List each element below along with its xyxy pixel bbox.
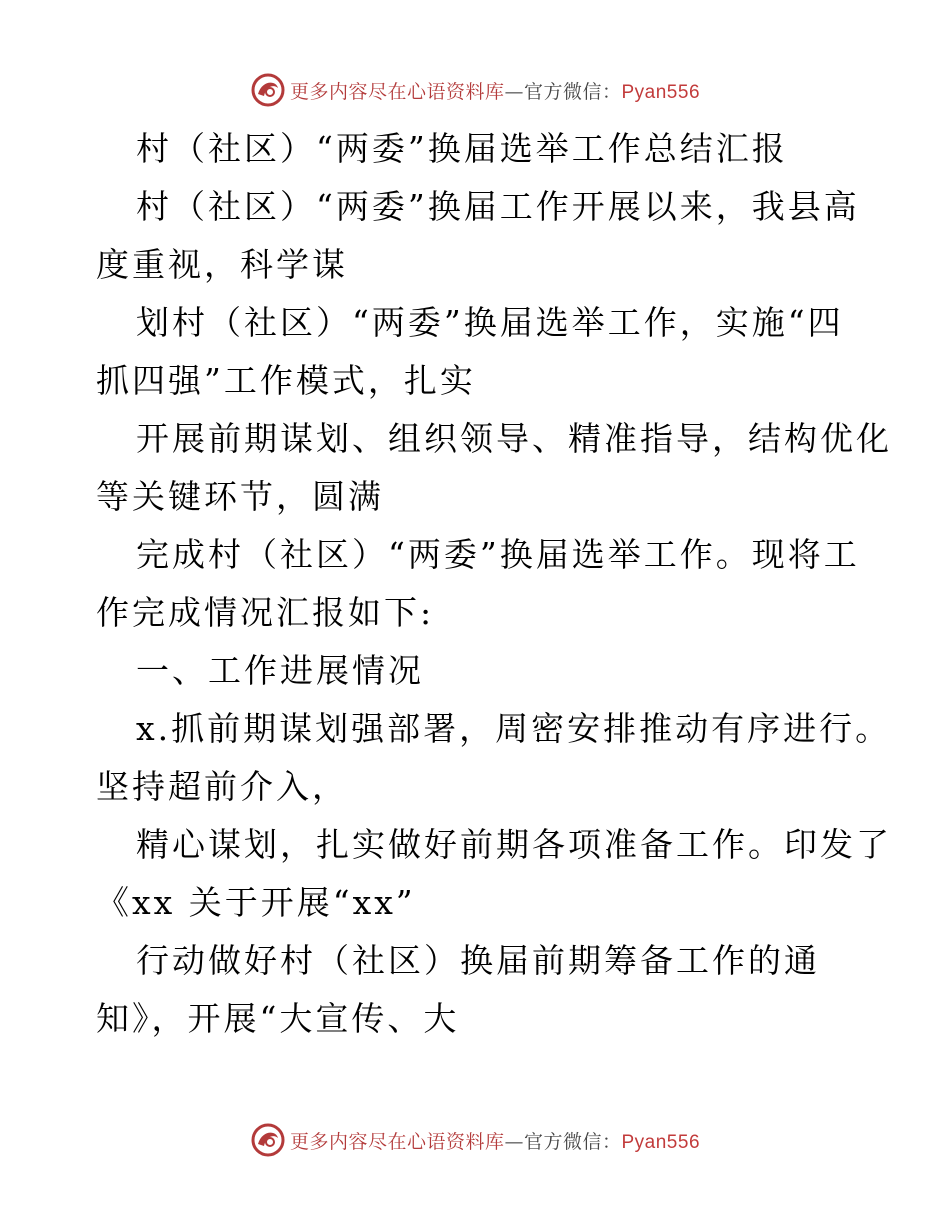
paragraph-line: 等关键环节，圆满 bbox=[96, 477, 384, 516]
header-watermark bbox=[0, 70, 950, 110]
paragraph-line: 村（社区）“两委”换届工作开展以来，我县高 bbox=[136, 187, 860, 226]
watermark-text bbox=[290, 1127, 700, 1154]
watermark-separator: — bbox=[504, 80, 524, 103]
watermark-separator: — bbox=[504, 1130, 524, 1153]
watermark-site-text: 更多内容尽在心语资料库 bbox=[289, 80, 505, 103]
paragraph-line: 知》，开展“大宣传、大 bbox=[96, 999, 460, 1038]
section-heading: 一、工作进展情况 bbox=[136, 651, 424, 690]
paragraph-line: 划村（社区）“两委”换届选举工作，实施“四 bbox=[136, 303, 844, 342]
paragraph-line: x.抓前期谋划强部署，周密安排推动有序进行。 bbox=[136, 709, 892, 748]
document-body bbox=[96, 120, 892, 1048]
paragraph-line: 坚持超前介入， bbox=[96, 767, 348, 806]
paragraph-line: 《xx 关于开展“xx” bbox=[96, 883, 416, 922]
watermark-wechat-label: 官方微信： bbox=[523, 1130, 622, 1153]
footer-watermark bbox=[0, 1120, 950, 1160]
red-swirl-logo-icon bbox=[250, 72, 286, 108]
watermark-wechat-label: 官方微信： bbox=[523, 80, 622, 103]
red-swirl-logo-icon bbox=[250, 1122, 286, 1158]
watermark-wechat-id: Pyan556 bbox=[621, 1131, 701, 1153]
watermark-site-text: 更多内容尽在心语资料库 bbox=[289, 1130, 505, 1153]
watermark-text bbox=[290, 77, 700, 104]
paragraph-line: 度重视，科学谋 bbox=[96, 245, 348, 284]
paragraph-line: 完成村（社区）“两委”换届选举工作。现将工 bbox=[136, 535, 860, 574]
document-title: 村（社区）“两委”换届选举工作总结汇报 bbox=[136, 129, 788, 168]
watermark-wechat-id: Pyan556 bbox=[621, 81, 701, 103]
paragraph-line: 开展前期谋划、组织领导、精准指导，结构优化 bbox=[136, 419, 892, 458]
paragraph-line: 作完成情况汇报如下: bbox=[96, 593, 435, 632]
paragraph-line: 抓四强”工作模式，扎实 bbox=[96, 361, 476, 400]
paragraph-line: 行动做好村（社区）换届前期筹备工作的通 bbox=[136, 941, 820, 980]
paragraph-line: 精心谋划，扎实做好前期各项准备工作。印发了 bbox=[136, 825, 892, 864]
